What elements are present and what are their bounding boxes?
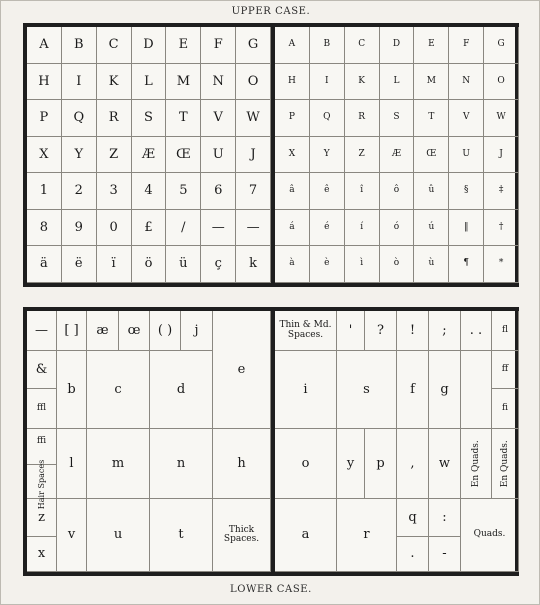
compartment-ffi: ffi [27, 429, 57, 499]
upper-left-compartment: J [236, 137, 271, 174]
upper-right-compartment: S [380, 100, 415, 137]
upper-right-compartment: ú [414, 210, 449, 247]
upper-left-compartment: 6 [201, 173, 236, 210]
upper-right-compartment: * [484, 246, 519, 283]
upper-right-compartment: ó [380, 210, 415, 247]
compartment-p: p [365, 429, 397, 499]
compartment-fl: fl [492, 311, 519, 351]
compartment-y: y [337, 429, 365, 499]
compartment-question: ? [365, 311, 397, 351]
upper-right-compartment: E [414, 27, 449, 64]
upper-right-compartment: î [345, 173, 380, 210]
upper-right-compartment: M [414, 64, 449, 101]
upper-right-compartment: ù [414, 246, 449, 283]
upper-left-compartment: 0 [97, 210, 132, 247]
upper-left-compartment: ä [27, 246, 62, 283]
upper-right-compartment: W [484, 100, 519, 137]
en-quads-label-1: En Quads. [470, 439, 481, 488]
upper-right-compartment: H [275, 64, 310, 101]
upper-right-compartment: ‖ [449, 210, 484, 247]
upper-right-compartment: X [275, 137, 310, 174]
upper-right-compartment: á [275, 210, 310, 247]
compartment-hyphen: - [429, 537, 461, 572]
upper-right-compartment: é [310, 210, 345, 247]
compartment-o: o [275, 429, 337, 499]
upper-right-compartment: û [414, 173, 449, 210]
compartment-n: n [150, 429, 213, 499]
upper-left-compartment: M [166, 64, 201, 101]
lower-case-tray [23, 307, 519, 576]
upper-right-compartment: ì [345, 246, 380, 283]
upper-left-compartment: k [236, 246, 271, 283]
hair-spaces-label [27, 459, 57, 510]
upper-right-compartment: P [275, 100, 310, 137]
compartment-exclamation: ! [397, 311, 429, 351]
upper-left-compartment: 7 [236, 173, 271, 210]
upper-left-compartment: Y [62, 137, 97, 174]
compartment-j: j [181, 311, 213, 351]
upper-left-compartment: ü [166, 246, 201, 283]
en-quads-label-2: En Quads. [499, 439, 510, 488]
compartment-apostrophe: ' [337, 311, 365, 351]
upper-right-compartment: C [345, 27, 380, 64]
upper-left-compartment: D [132, 27, 167, 64]
compartment-m: m [87, 429, 150, 499]
upper-left-compartment: Œ [166, 137, 201, 174]
lower-case-right-grid [275, 311, 519, 572]
upper-right-compartment: í [345, 210, 380, 247]
upper-left-compartment: 3 [97, 173, 132, 210]
upper-left-compartment: N [201, 64, 236, 101]
upper-left-compartment: Z [97, 137, 132, 174]
upper-right-compartment: K [345, 64, 380, 101]
compartment-comma: , [397, 429, 429, 499]
upper-left-compartment: X [27, 137, 62, 174]
upper-left-compartment: H [27, 64, 62, 101]
compartment-f: f [397, 351, 429, 429]
upper-left-compartment: 1 [27, 173, 62, 210]
upper-right-compartment: ê [310, 173, 345, 210]
upper-left-compartment: I [62, 64, 97, 101]
upper-right-compartment: Y [310, 137, 345, 174]
upper-left-compartment: O [236, 64, 271, 101]
compartment-quads: Quads. [461, 499, 519, 572]
upper-right-compartment: B [310, 27, 345, 64]
upper-left-compartment: ç [201, 246, 236, 283]
compartment-a: a [275, 499, 337, 572]
upper-right-compartment: Q [310, 100, 345, 137]
upper-left-compartment: / [166, 210, 201, 247]
compartment-parens: ( ) [150, 311, 181, 351]
compartment-ae: æ [87, 311, 119, 351]
compartment-l: l [57, 429, 87, 499]
upper-right-compartment: Z [345, 137, 380, 174]
upper-right-compartment: F [449, 27, 484, 64]
compartment-dash: — [27, 311, 57, 351]
upper-left-compartment: Q [62, 100, 97, 137]
upper-left-compartment: ï [97, 246, 132, 283]
upper-right-compartment: O [484, 64, 519, 101]
compartment-ffl: ffl [27, 389, 57, 429]
upper-right-compartment: R [345, 100, 380, 137]
compartment-brackets: [ ] [57, 311, 87, 351]
upper-right-compartment: ô [380, 173, 415, 210]
upper-right-compartment: â [275, 173, 310, 210]
compartment-thin-spaces: Thin & Md. Spaces. [275, 311, 337, 351]
compartment-d: d [150, 351, 213, 429]
upper-right-compartment: † [484, 210, 519, 247]
upper-left-compartment: ë [62, 246, 97, 283]
upper-right-compartment: T [414, 100, 449, 137]
compartment-en-quads-1 [461, 429, 492, 499]
compartment-en-quads-2 [492, 429, 519, 499]
compartment-thick-spaces: Thick Spaces. [213, 499, 271, 572]
upper-case-left-grid [27, 27, 271, 283]
upper-case-tray [23, 23, 519, 287]
upper-right-compartment: § [449, 173, 484, 210]
upper-right-compartment: L [380, 64, 415, 101]
upper-left-compartment: Æ [132, 137, 167, 174]
upper-right-compartment: ò [380, 246, 415, 283]
upper-right-compartment: V [449, 100, 484, 137]
upper-right-compartment: G [484, 27, 519, 64]
compartment-semicolon: ; [429, 311, 461, 351]
compartment-blank [461, 351, 492, 429]
upper-left-compartment: ö [132, 246, 167, 283]
upper-left-compartment: 8 [27, 210, 62, 247]
compartment-ff: ff [492, 351, 519, 389]
upper-right-compartment: A [275, 27, 310, 64]
upper-left-compartment: A [27, 27, 62, 64]
upper-left-compartment: — [201, 210, 236, 247]
compartment-period: . [397, 537, 429, 572]
upper-right-compartment: N [449, 64, 484, 101]
upper-right-compartment: ¶ [449, 246, 484, 283]
upper-left-compartment: F [201, 27, 236, 64]
compartment-dots: . . [461, 311, 492, 351]
compartment-e: e [213, 311, 271, 429]
upper-left-compartment: G [236, 27, 271, 64]
compartment-oe: œ [119, 311, 150, 351]
upper-left-compartment: £ [132, 210, 167, 247]
upper-right-compartment: Œ [414, 137, 449, 174]
upper-left-compartment: 9 [62, 210, 97, 247]
compartment-t: t [150, 499, 213, 572]
compartment-i: i [275, 351, 337, 429]
upper-left-compartment: 4 [132, 173, 167, 210]
hair-spaces-text: Hair Spaces [37, 459, 46, 510]
compartment-x: x [27, 537, 57, 572]
compartment-fi: fi [492, 389, 519, 429]
compartment-q: q [397, 499, 429, 537]
upper-right-compartment: ‡ [484, 173, 519, 210]
upper-left-compartment: R [97, 100, 132, 137]
compartment-b: b [57, 351, 87, 429]
compartment-s: s [337, 351, 397, 429]
upper-left-compartment: W [236, 100, 271, 137]
upper-right-compartment: I [310, 64, 345, 101]
upper-left-compartment: E [166, 27, 201, 64]
upper-left-compartment: 5 [166, 173, 201, 210]
upper-left-compartment: K [97, 64, 132, 101]
upper-case-right-grid [275, 27, 519, 283]
upper-left-compartment: V [201, 100, 236, 137]
upper-case-title: UPPER CASE. [231, 6, 311, 17]
upper-left-compartment: — [236, 210, 271, 247]
upper-left-compartment: C [97, 27, 132, 64]
upper-right-compartment: U [449, 137, 484, 174]
upper-left-compartment: T [166, 100, 201, 137]
upper-left-compartment: S [132, 100, 167, 137]
compartment-v: v [57, 499, 87, 572]
compartment-c: c [87, 351, 150, 429]
compartment-g: g [429, 351, 461, 429]
compartment-h: h [213, 429, 271, 499]
compartment-w: w [429, 429, 461, 499]
upper-left-compartment: 2 [62, 173, 97, 210]
compartment-ampersand: & [27, 351, 57, 389]
upper-left-compartment: P [27, 100, 62, 137]
lower-case-left-grid [27, 311, 271, 572]
lower-case-title: LOWER CASE. [230, 584, 312, 595]
upper-left-compartment: U [201, 137, 236, 174]
compartment-z: z [27, 499, 57, 537]
compartment-colon: : [429, 499, 461, 537]
upper-right-compartment: à [275, 246, 310, 283]
upper-right-compartment: è [310, 246, 345, 283]
upper-left-compartment: B [62, 27, 97, 64]
compartment-u: u [87, 499, 150, 572]
upper-right-compartment: D [380, 27, 415, 64]
upper-right-compartment: Æ [380, 137, 415, 174]
compartment-r: r [337, 499, 397, 572]
upper-right-compartment: J [484, 137, 519, 174]
upper-left-compartment: L [132, 64, 167, 101]
